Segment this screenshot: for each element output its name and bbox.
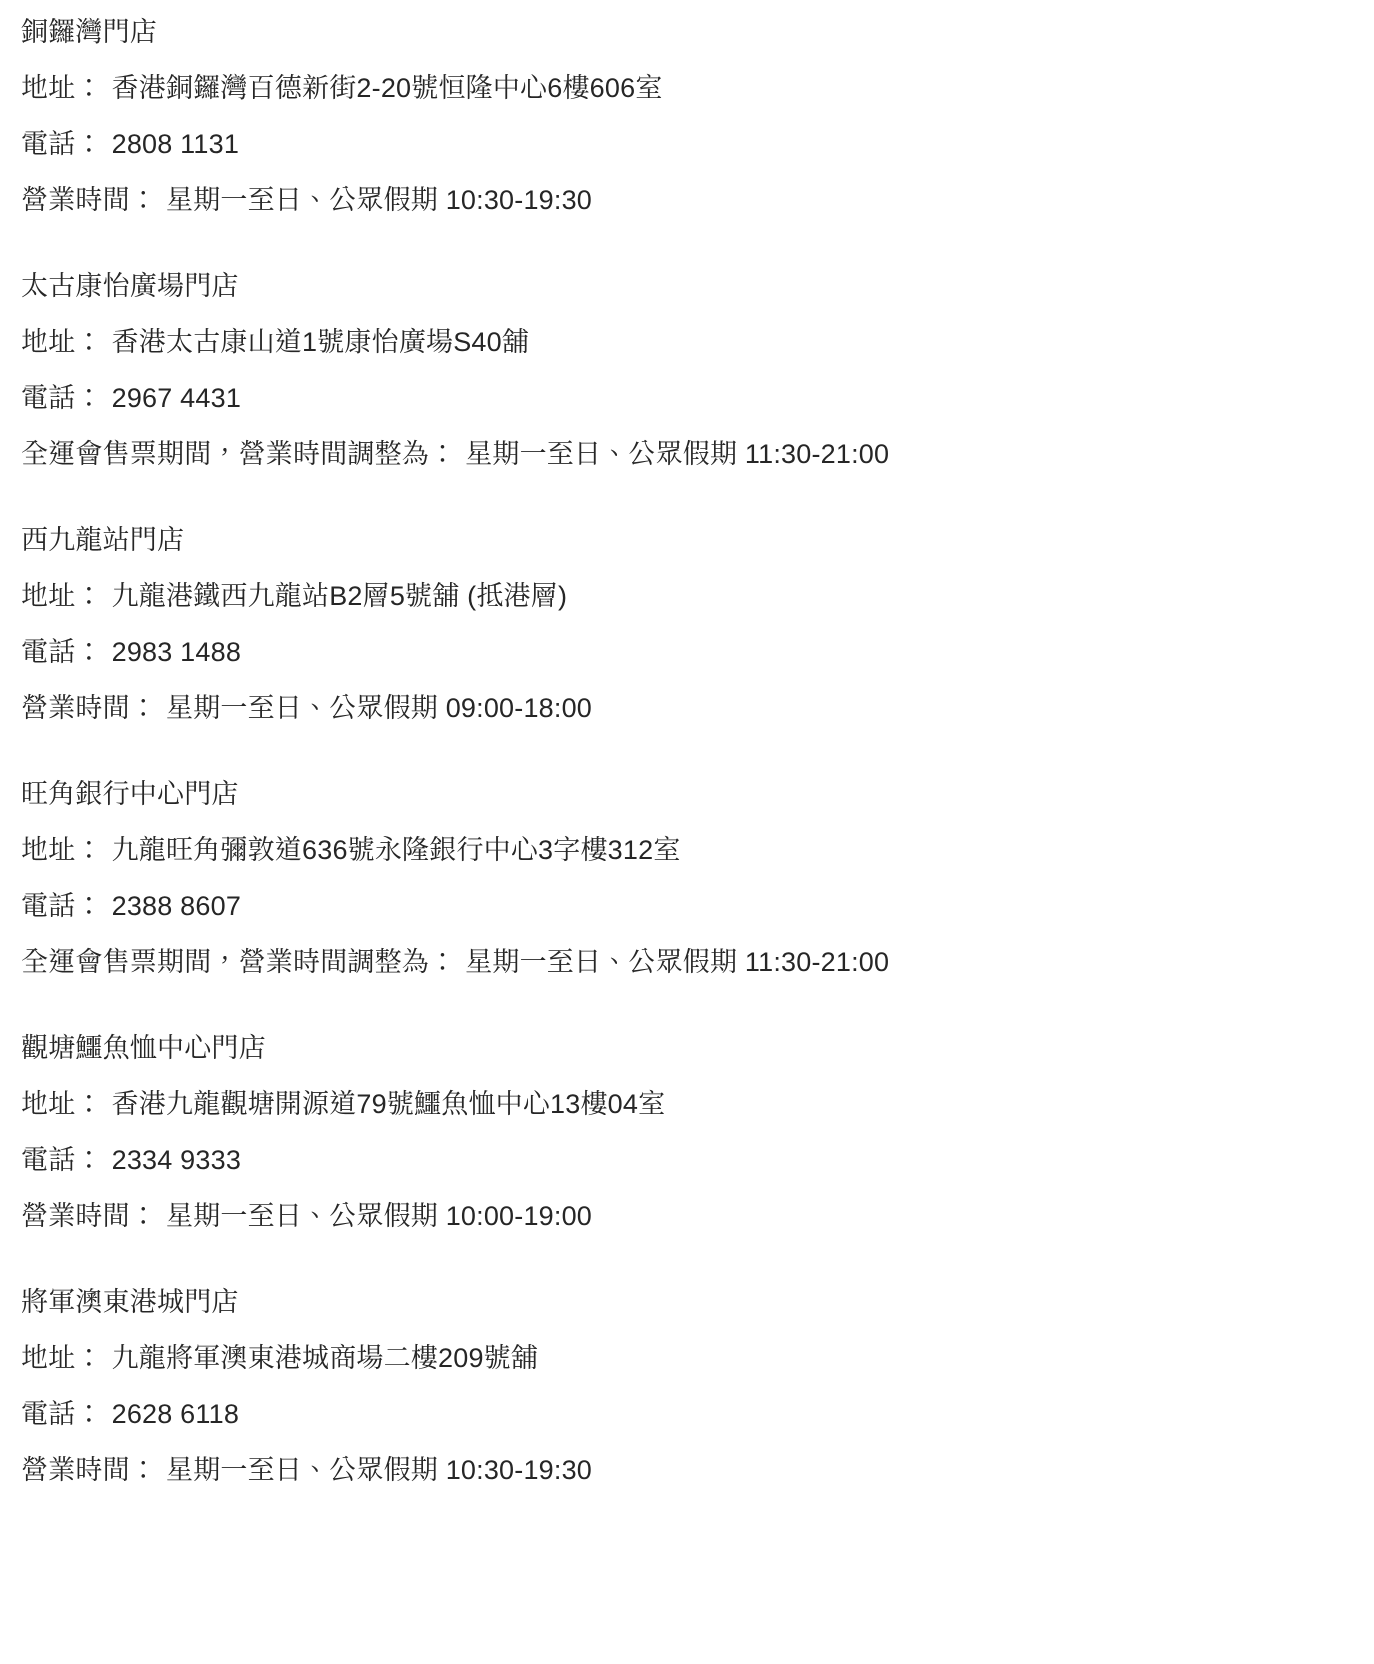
store-block [21,1287,1350,1485]
store-block [21,271,1350,469]
hours-label: 營業時間： [21,185,157,215]
address-label: 地址： [21,581,103,611]
hours-label: 營業時間： [21,693,157,723]
store-address-line [21,327,1350,357]
phone-value: 2334 9333 [111,1145,242,1175]
phone-label: 電話： [21,637,103,667]
address-value: 香港九龍觀塘開源道79號鱷魚恤中心13樓04室 [111,1089,666,1119]
hours-value: 星期一至日、公眾假期 10:00-19:00 [166,1201,593,1231]
store-address-line [21,581,1350,611]
store-block [21,525,1350,723]
address-label: 地址： [21,73,103,103]
store-address-line [21,73,1350,103]
store-address-line [21,835,1350,865]
store-phone-line [21,1145,1350,1175]
phone-value: 2388 8607 [111,891,242,921]
phone-value: 2967 4431 [111,383,242,413]
hours-label: 營業時間： [21,1201,157,1231]
store-name: 太古康怡廣場門店 [21,271,239,301]
store-name: 西九龍站門店 [21,525,185,555]
hours-value: 星期一至日、公眾假期 11:30-21:00 [465,947,890,977]
store-phone-line [21,129,1350,159]
store-name: 將軍澳東港城門店 [21,1287,239,1317]
store-address-line [21,1089,1350,1119]
address-value: 九龍將軍澳東港城商場二樓209號舖 [111,1343,539,1373]
store-name: 旺角銀行中心門店 [21,779,239,809]
address-value: 九龍旺角彌敦道636號永隆銀行中心3字樓312室 [111,835,681,865]
phone-value: 2808 1131 [111,129,240,159]
address-label: 地址： [21,835,103,865]
store-phone-line [21,1399,1350,1429]
store-hours-line [21,1201,1350,1231]
address-label: 地址： [21,327,103,357]
hours-label: 全運會售票期間，營業時間調整為： [21,439,457,469]
hours-value: 星期一至日、公眾假期 10:30-19:30 [166,185,593,215]
store-block [21,1033,1350,1231]
store-hours-line [21,1455,1350,1485]
store-block [21,17,1350,215]
store-name: 觀塘鱷魚恤中心門店 [21,1033,266,1063]
store-phone-line [21,891,1350,921]
store-address-line [21,1343,1350,1373]
phone-value: 2628 6118 [111,1399,240,1429]
address-value: 九龍港鐵西九龍站B2層5號舖 (抵港層) [111,581,568,611]
phone-label: 電話： [21,129,103,159]
store-block [21,779,1350,977]
hours-value: 星期一至日、公眾假期 10:30-19:30 [166,1455,593,1485]
phone-value: 2983 1488 [111,637,242,667]
phone-label: 電話： [21,1145,103,1175]
phone-label: 電話： [21,1399,103,1429]
hours-label: 營業時間： [21,1455,157,1485]
store-name: 銅鑼灣門店 [21,17,157,47]
hours-value: 星期一至日、公眾假期 11:30-21:00 [465,439,890,469]
hours-label: 全運會售票期間，營業時間調整為： [21,947,457,977]
store-phone-line [21,383,1350,413]
address-label: 地址： [21,1343,103,1373]
address-label: 地址： [21,1089,103,1119]
phone-label: 電話： [21,891,103,921]
store-hours-line [21,693,1350,723]
store-phone-line [21,637,1350,667]
hours-value: 星期一至日、公眾假期 09:00-18:00 [166,693,593,723]
phone-label: 電話： [21,383,103,413]
store-hours-line [21,947,1350,977]
address-value: 香港太古康山道1號康怡廣場S40舖 [111,327,530,357]
address-value: 香港銅鑼灣百德新街2-20號恒隆中心6樓606室 [111,73,663,103]
store-hours-line [21,185,1350,215]
store-hours-line [21,439,1350,469]
